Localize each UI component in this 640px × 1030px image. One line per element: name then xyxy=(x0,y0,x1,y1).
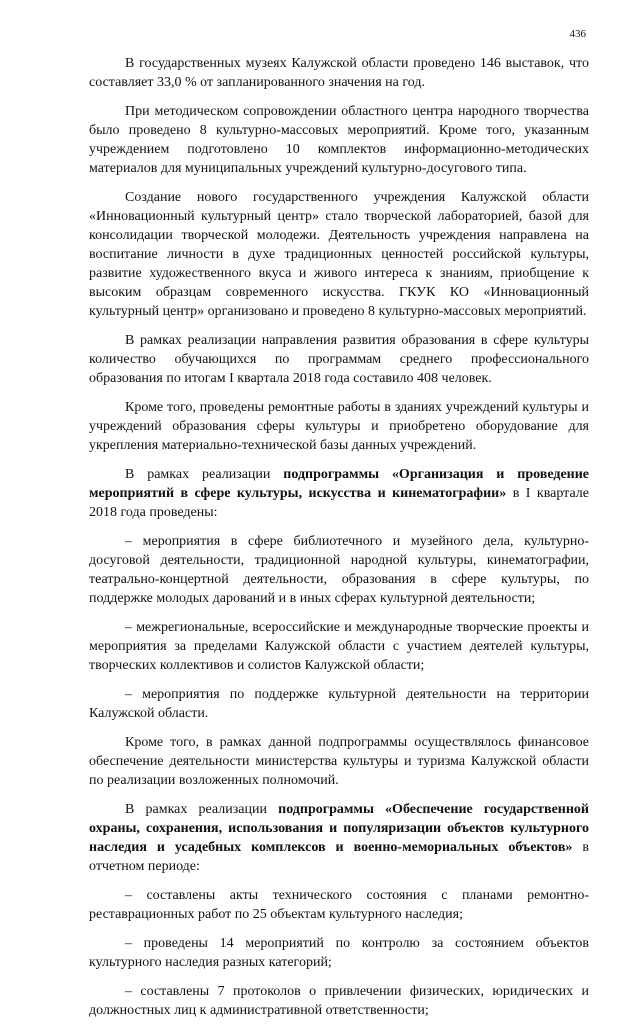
page-number: 436 xyxy=(569,28,586,40)
paragraph: Кроме того, проведены ремонтные работы в зданиях учреждений культуры и учреждений образования сферы культуры и приобретено оборудование для укрепления материально-технической базы данных учреждений. xyxy=(89,400,589,453)
list-item: – мероприятия в сфере библиотечного и музейного дела, культурно-досуговой деятельности, традиционной народной культуры, кинематографии, театрально-концертной деятельности, образования в сфере культуры, по поддержке молодых дарований и в иных сферах культурной деятельности; xyxy=(89,534,589,606)
paragraph-subprogram-2 xyxy=(89,800,589,876)
document-body xyxy=(89,54,589,1030)
paragraph: В рамках реализации направления развития образования в сфере культуры количество обучающихся по программам среднего профессионального образования по итогам I квартала 2018 года составило 408 человек. xyxy=(89,333,589,386)
paragraph: При методическом сопровождении областного центра народного творчества было проведено 8 культурно-массовых мероприятий. Кроме того, указанным учреждением подготовлено 10 комплектов информационно-методических материалов для муниципальных учреждений культурно-досугового типа. xyxy=(89,104,589,176)
paragraph: Кроме того, в рамках данной подпрограммы осуществлялось финансовое обеспечение деятельности министерства культуры и туризма Калужской области по реализации возложенных полномочий. xyxy=(89,735,589,788)
paragraph-lead: В рамках реализации xyxy=(125,802,279,817)
subprogram-title: подпрограммы «Обеспечение государственной охраны, сохранения, использования и популяризации объектов культурного наследия и усадебных комплексов и военно-мемориальных объектов» xyxy=(89,802,589,855)
list-item: – составлены 7 протоколов о привлечении физических, юридических и должностных лиц к административной ответственности; xyxy=(89,984,589,1018)
paragraph-tail: в I квартале 2018 года проведены: xyxy=(89,486,589,520)
paragraph-subprogram-1 xyxy=(89,465,589,522)
paragraph: Создание нового государственного учреждения Калужской области «Инновационный культурный центр» стало творческой лабораторией, базой для консолидации творческой молодежи. Деятельность учреждения направлена на воспитание личности в духе традиционных ценностей российской культуры, развитие художественного вкуса и живого интереса к знаниям, приобщение к высоким образцам современного искусства. ГКУК КО «Инновационный культурный центр» организовано и проведено 8 культурно-массовых мероприятий. xyxy=(89,190,589,319)
list-item: – проведены 14 мероприятий по контролю за состоянием объектов культурного наследия разных категорий; xyxy=(89,936,589,970)
paragraph-tail: в отчетном периоде: xyxy=(89,840,589,874)
list-item: – составлены акты технического состояния с планами ремонтно-реставрационных работ по 25 объектам культурного наследия; xyxy=(89,888,589,922)
list-item: – мероприятия по поддержке культурной деятельности на территории Калужской области. xyxy=(89,687,589,721)
list-item: – межрегиональные, всероссийские и международные творческие проекты и мероприятия за пределами Калужской области с участием деятелей культуры, творческих коллективов и солистов Калужской области; xyxy=(89,620,589,673)
paragraph: В государственных музеях Калужской области проведено 146 выставок, что составляет 33,0 % от запланированного значения на год. xyxy=(89,56,589,90)
subprogram-title: подпрограммы «Организация и проведение мероприятий в сфере культуры, искусства и кинематографии» xyxy=(89,467,589,501)
paragraph-lead: В рамках реализации xyxy=(125,467,284,482)
